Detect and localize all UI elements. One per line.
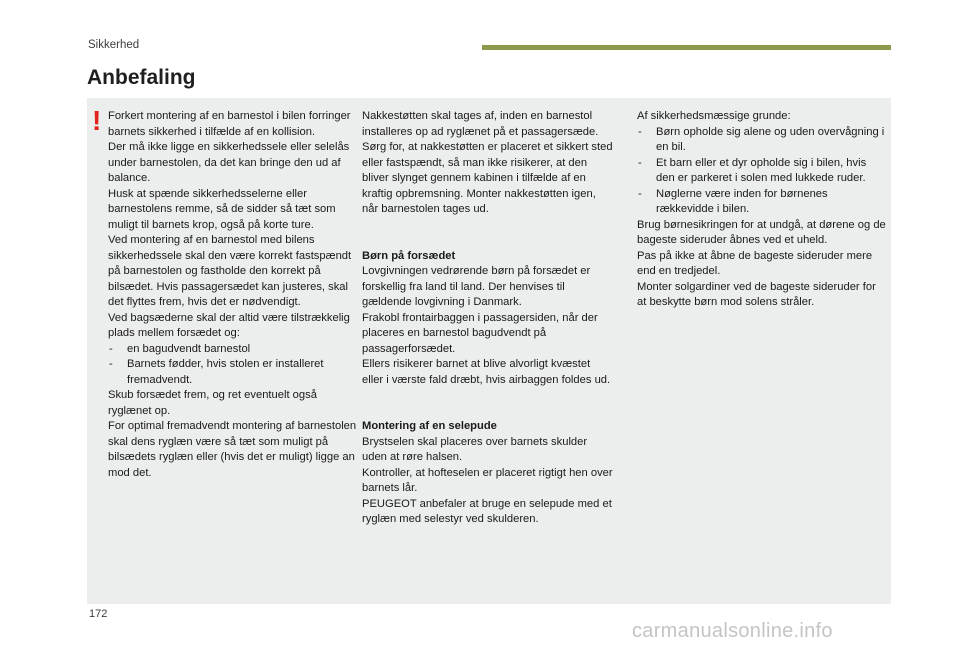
middle-column — [362, 109, 614, 528]
watermark: carmanualsonline.info — [632, 620, 833, 642]
front-seat-paragraph: Frakobl frontairbaggen i passagersiden, når der placeres en barnestol bagudvendt på passagerforsædet. — [362, 311, 598, 355]
warning-list — [108, 342, 358, 389]
page-number: 172 — [89, 608, 108, 620]
headrest-paragraph: Sørg for, at nakkestøtten er placeret et sikkert sted eller fastspændt, så man ikke risikerer, at den bliver slynget gennem kabinen i tilfælde af en kraftig opbremsning. Monter nakkestøtten igen, når barnestolen tages ud. — [362, 141, 613, 215]
warning-paragraph: Forkert montering af en barnestol i bilen forringer barnets sikkerhed i tilfælde af en kollision. — [108, 110, 351, 138]
warning-paragraph: Skub forsædet frem, og ret eventuelt også ryglænet op. — [108, 389, 317, 417]
warning-paragraph: Ved bagsæderne skal der altid være tilstrækkelig plads mellem forsædet og: — [108, 311, 350, 339]
booster-heading: Montering af en selepude — [362, 420, 497, 432]
spacer — [362, 218, 614, 249]
booster-paragraph: Brystselen skal placeres over barnets skulder uden at røre halsen. — [362, 435, 588, 463]
front-seat-paragraph: Ellers risikerer barnet at blive alvorligt kvæstet eller i værste fald dræbt, hvis airbaggen foldes ud. — [362, 358, 611, 386]
header-accent-bar — [482, 45, 891, 50]
right-column — [637, 109, 887, 311]
section-label: Sikkerhed — [88, 39, 140, 51]
booster-paragraph: Kontroller, at hofteselen er placeret rigtigt hen over barnets lår. — [362, 466, 613, 494]
booster-paragraph: PEUGEOT anbefaler at bruge en selepude med et ryglæn med selestyr ved skulderen. — [362, 497, 612, 525]
warning-paragraph: For optimal fremadvendt montering af barnestolen skal dens ryglæn være så tæt som muligt på bilsædets ryglæn eller (hvis det er muligt) ligge an mod det. — [108, 420, 357, 479]
page-title: Anbefaling — [87, 66, 196, 89]
list-item: - Barnets fødder, hvis stolen er installeret fremadvendt. — [108, 357, 358, 388]
headrest-paragraph: Nakkestøtten skal tages af, inden en barnestol installeres op ad ryglænet på et passagersæde. — [362, 110, 599, 138]
list-item: - Nøglerne være inden for børnenes rækkevidde i bilen. — [637, 187, 887, 218]
safety-paragraph: Pas på ikke at åbne de bageste sideruder mere end en tredjedel. — [637, 249, 873, 277]
safety-paragraph: Monter solgardiner ved de bageste sideruder for at beskytte børn mod solens stråler. — [637, 280, 876, 308]
safety-intro: Af sikkerhedsmæssige grunde: — [637, 110, 791, 122]
list-item: - Børn opholde sig alene og uden overvågning i en bil. — [637, 125, 887, 156]
warning-paragraph: Der må ikke ligge en sikkerhedssele eller selelås under barnestolen, da det kan bringe den ud af balance. — [108, 141, 350, 184]
warning-paragraph: Husk at spænde sikkerhedsselerne eller barnestolens remme, så de sidder så tæt som muligt til barnets krop, også på korte ture. — [108, 187, 336, 231]
spacer — [362, 388, 614, 419]
list-item: - en bagudvendt barnestol — [108, 342, 358, 358]
warning-icon: ! — [92, 105, 102, 136]
warning-paragraph: Ved montering af en barnestol med bilens sikkerhedssele skal den være korrekt fastspændt på barnestolen og fastholde den korrekt på bilsædet. Hvis passagersædet kan justeres, skal det flyttes frem, hvis det er nødvendigt. — [108, 234, 352, 308]
front-seat-heading: Børn på forsædet — [362, 249, 456, 262]
safety-paragraph: Brug børnesikringen for at undgå, at dørene og de bageste sideruder åbnes ved et uheld. — [637, 218, 886, 246]
front-seat-paragraph: Lovgivningen vedrørende børn på forsædet er forskellig fra land til land. Der henvises til gældende lovgivning i Danmark. — [362, 265, 591, 308]
list-item: - Et barn eller et dyr opholde sig i bilen, hvis den er parkeret i solen med lukkede ruder. — [637, 156, 887, 187]
warning-column — [108, 109, 358, 481]
safety-list — [637, 125, 887, 218]
